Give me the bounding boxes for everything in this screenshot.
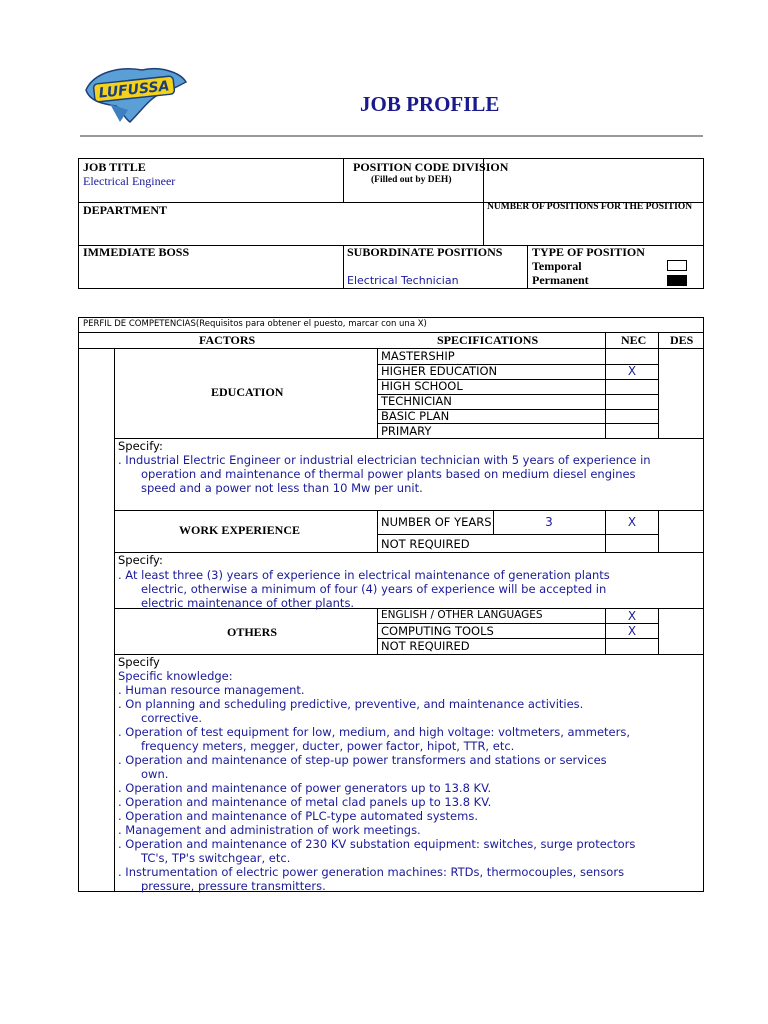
others-row: NOT REQUIRED <box>381 639 470 653</box>
page-title: JOB PROFILE <box>360 92 500 116</box>
col-specifications: SPECIFICATIONS <box>437 333 539 347</box>
subordinate-positions-label: SUBORDINATE POSITIONS <box>347 245 503 259</box>
knowledge-line: frequency meters, megger, ducter, power factor, hipot, TTR, etc. <box>141 739 515 753</box>
others-specify-label: Specify <box>118 655 160 669</box>
number-of-years-value: 3 <box>545 515 553 529</box>
logo-text: LUFUSSA <box>97 78 171 102</box>
knowledge-line: . Human resource management. <box>118 683 305 697</box>
experience-specify-label: Specify: <box>118 553 163 567</box>
immediate-boss-label: IMMEDIATE BOSS <box>83 245 190 259</box>
knowledge-label: Specific knowledge: <box>118 669 233 683</box>
knowledge-line: corrective. <box>141 711 202 725</box>
type-of-position-label: TYPE OF POSITION <box>532 245 645 259</box>
education-row: BASIC PLAN <box>381 409 450 423</box>
knowledge-line: . Operation of test equipment for low, medium, and high voltage: voltmeters, ammeters, <box>118 725 630 739</box>
others-computing-mark: X <box>627 624 637 638</box>
job-title-label: JOB TITLE <box>83 160 146 174</box>
col-des: DES <box>670 333 694 347</box>
experience-specify-line: electric maintenance of other plants. <box>141 596 355 610</box>
position-code-note: (Filled out by DEH) <box>371 175 452 185</box>
company-logo <box>80 60 190 128</box>
knowledge-line: . Operation and maintenance of 230 KV substation equipment: switches, surge protectors <box>118 837 636 851</box>
type-permanent-label: Permanent <box>532 273 589 287</box>
knowledge-line: pressure, pressure transmitters. <box>141 879 326 893</box>
education-row: HIGHER EDUCATION <box>381 364 498 378</box>
experience-specify-line: . At least three (3) years of experience in electrical maintenance of generation plants <box>118 568 610 582</box>
others-english-mark: X <box>627 609 637 623</box>
education-row: HIGH SCHOOL <box>381 379 463 393</box>
knowledge-line: . On planning and scheduling predictive, preventive, and maintenance activities. <box>118 697 584 711</box>
education-specify-line: speed and a power not less than 10 Mw per unit. <box>141 481 423 495</box>
type-temporal-checkbox[interactable] <box>667 260 687 271</box>
type-temporal-label: Temporal <box>532 259 582 273</box>
education-specify-line: operation and maintenance of thermal power plants based on medium diesel engines <box>141 467 636 481</box>
education-row: TECHNICIAN <box>381 394 452 408</box>
col-nec: NEC <box>621 333 647 347</box>
job-header-table <box>78 158 704 289</box>
job-title-value: Electrical Engineer <box>83 174 176 188</box>
type-permanent-checkbox[interactable] <box>667 275 687 286</box>
experience-not-required: NOT REQUIRED <box>381 537 470 551</box>
position-code-label: POSITION CODE DIVISION <box>353 160 509 174</box>
others-row: COMPUTING TOOLS <box>381 624 494 638</box>
work-experience-label: WORK EXPERIENCE <box>179 523 301 537</box>
education-specify-label: Specify: <box>118 439 163 453</box>
experience-nec-mark: X <box>627 515 637 529</box>
col-factors: FACTORS <box>199 333 256 347</box>
education-label: EDUCATION <box>211 385 284 399</box>
knowledge-line: TC's, TP's switchgear, etc. <box>141 851 291 865</box>
education-row: PRIMARY <box>381 424 432 438</box>
knowledge-line: . Operation and maintenance of PLC-type automated systems. <box>118 809 478 823</box>
education-row: MASTERSHIP <box>381 349 455 363</box>
title-divider <box>80 135 703 137</box>
department-label: DEPARTMENT <box>83 203 168 217</box>
competency-table <box>78 317 704 892</box>
number-of-years-label: NUMBER OF YEARS <box>381 515 492 529</box>
number-positions-label: NUMBER OF POSITIONS FOR THE POSITION <box>487 202 693 212</box>
others-label: OTHERS <box>227 625 278 639</box>
knowledge-line: . Operation and maintenance of power generators up to 13.8 KV. <box>118 781 492 795</box>
others-row: ENGLISH / OTHER LANGUAGES <box>381 609 543 621</box>
knowledge-line: . Operation and maintenance of step-up power transformers and stations or services <box>118 753 607 767</box>
education-higher-nec-mark: X <box>627 364 637 378</box>
knowledge-line: . Management and administration of work meetings. <box>118 823 421 837</box>
education-specify-line: . Industrial Electric Engineer or industrial electrician technician with 5 years of experience in <box>118 453 651 467</box>
experience-specify-line: electric, otherwise a minimum of four (4) years of experience will be accepted in <box>141 582 607 596</box>
subordinate-positions-value: Electrical Technician <box>347 274 459 287</box>
knowledge-line: . Instrumentation of electric power generation machines: RTDs, thermocouples, sensors <box>118 865 625 879</box>
competency-caption: PERFIL DE COMPETENCIAS(Requisitos para obtener el puesto, marcar con una X) <box>83 319 427 329</box>
knowledge-line: own. <box>141 767 169 781</box>
knowledge-line: . Operation and maintenance of metal clad panels up to 13.8 KV. <box>118 795 492 809</box>
